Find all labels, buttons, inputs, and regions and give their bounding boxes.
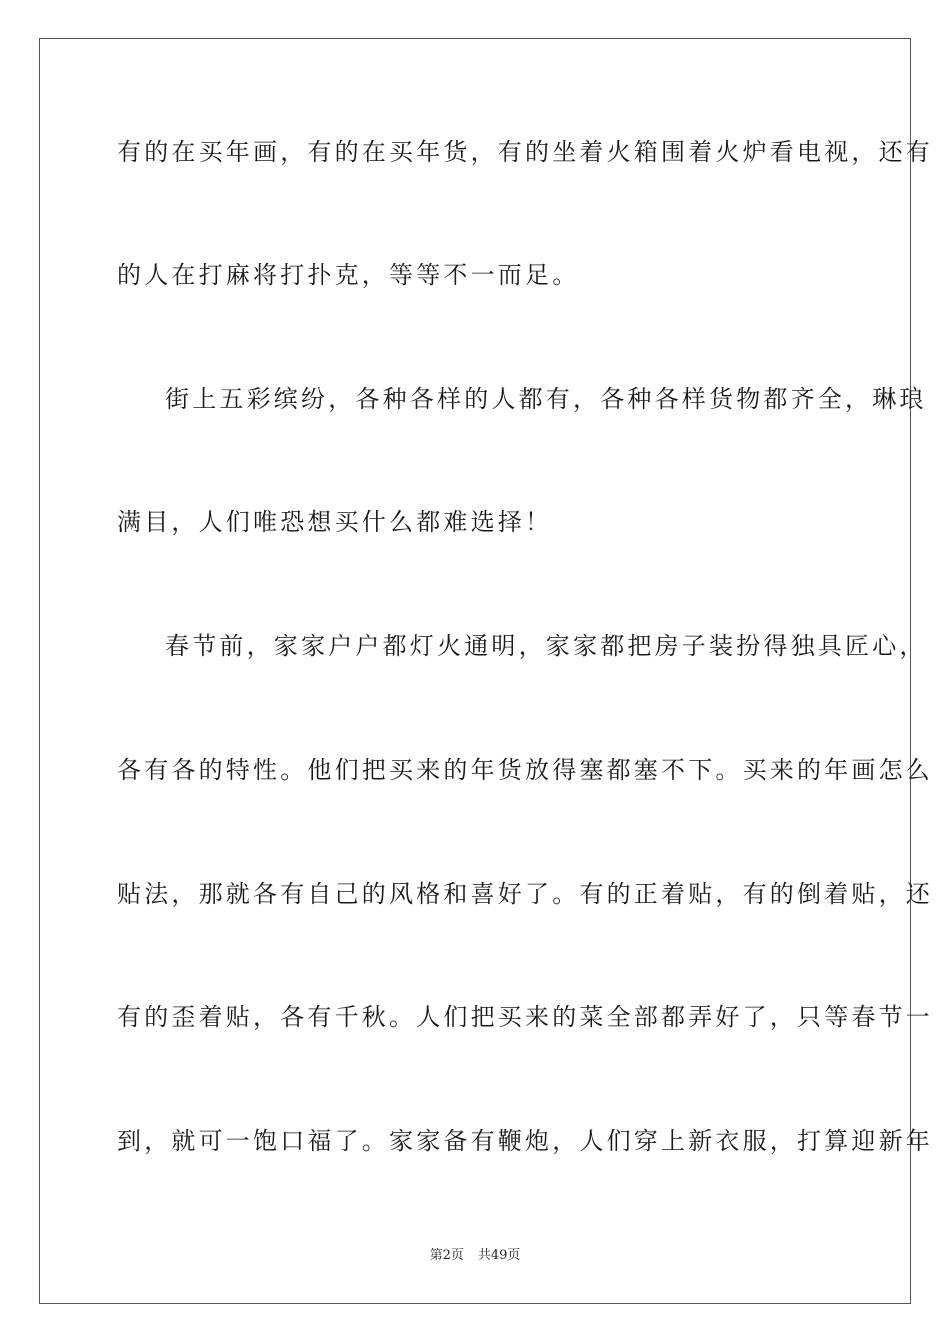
paragraph-first-line: 街上五彩缤纷，各种各样的人都有，各种各样货物都齐全，琳琅 — [165, 385, 927, 413]
page-footer — [0, 1247, 950, 1265]
page-total: 共49页 — [477, 1248, 521, 1263]
text-line: 到，就可一饱口福了。家家备有鞭炮，人们穿上新衣服，打算迎新年 — [117, 1127, 933, 1155]
page-border — [39, 38, 933, 1304]
paragraph-first-line: 春节前，家家户户都灯火通明，家家都把房子装扮得独具匠心， — [165, 632, 927, 660]
text-line: 的人在打麻将打扑克，等等不一而足。 — [117, 261, 580, 289]
page-number: 第2页 — [429, 1248, 464, 1263]
text-line: 各有各的特性。他们把买来的年货放得塞都塞不下。买来的年画怎么 — [117, 756, 933, 784]
text-line: 贴法，那就各有自己的风格和喜好了。有的正着贴，有的倒着贴，还 — [117, 880, 933, 908]
text-line: 有的在买年画，有的在买年货，有的坐着火箱围着火炉看电视，还有 — [117, 138, 933, 166]
text-line: 有的歪着贴，各有千秋。人们把买来的菜全部都弄好了，只等春节一 — [117, 1003, 933, 1031]
text-line: 满目，人们唯恐想买什么都难选择！ — [117, 508, 553, 536]
